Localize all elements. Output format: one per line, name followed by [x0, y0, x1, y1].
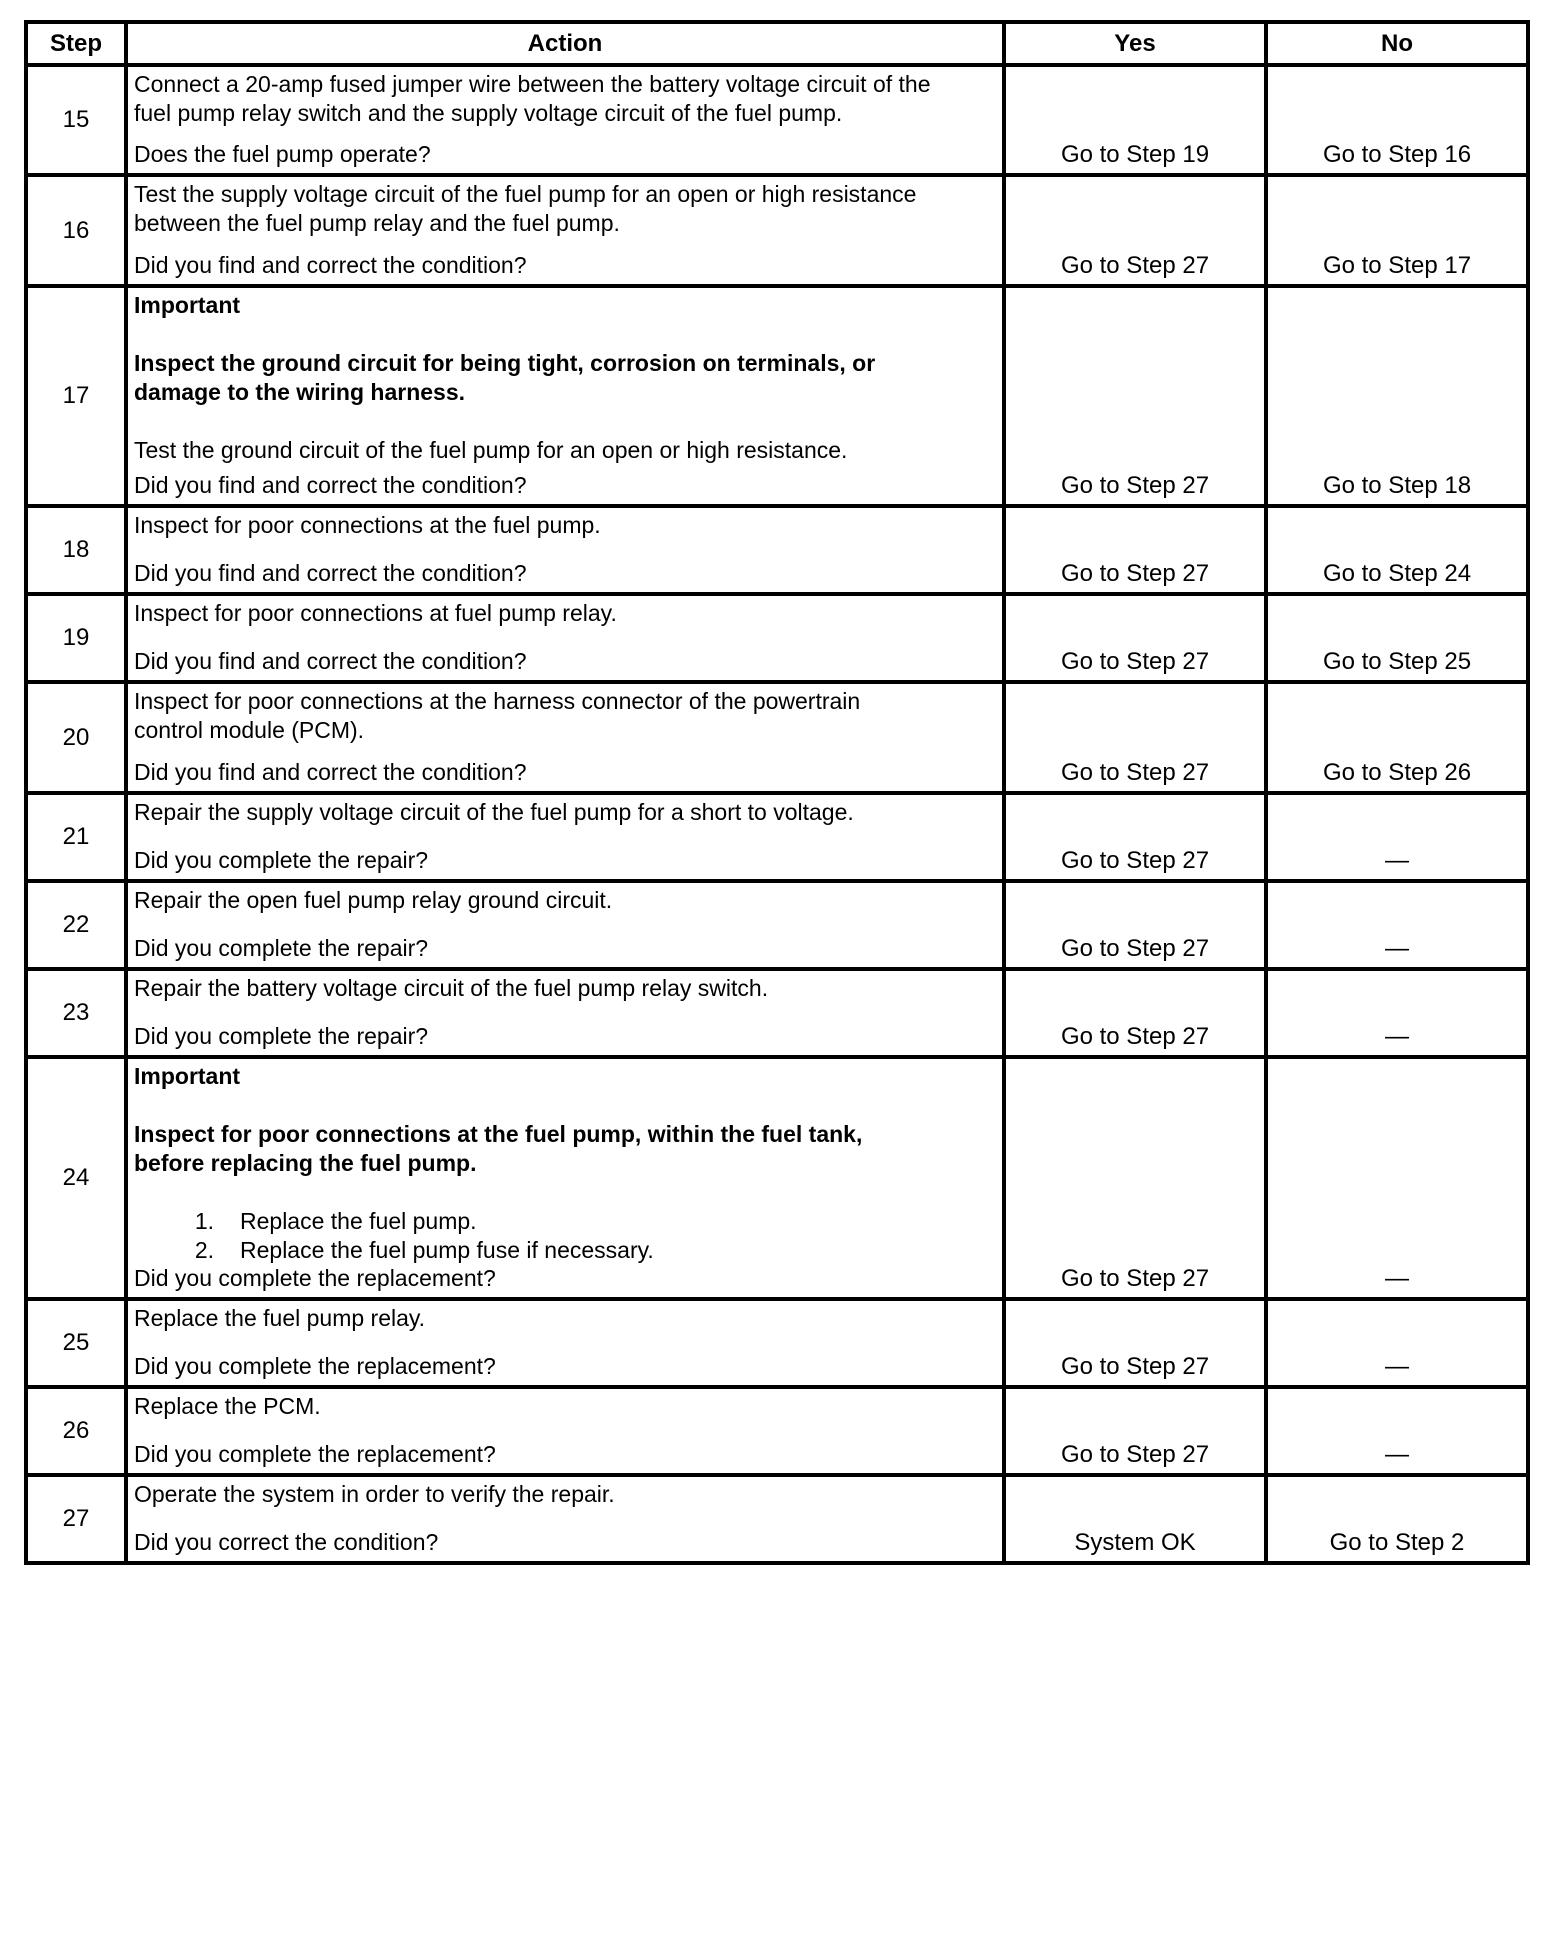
action-line: control module (PCM). [134, 717, 365, 743]
action-cell [126, 175, 1004, 286]
table-row [26, 65, 1528, 175]
no-cell [1266, 1475, 1528, 1563]
no-cell [1266, 1299, 1528, 1387]
yes-cell [1004, 969, 1266, 1057]
list-text: Replace the fuel pump fuse if necessary. [240, 1237, 654, 1263]
action-line: Repair the supply voltage circuit of the fuel pump for a short to voltage. [134, 799, 854, 825]
action-cell [126, 1299, 1004, 1387]
step-number: 23 [26, 969, 126, 1057]
important-text: Inspect for poor connections at the fuel pump, within the fuel tank, [134, 1121, 863, 1147]
table-row [26, 793, 1528, 881]
action-line: Connect a 20-amp fused jumper wire between the battery voltage circuit of the [134, 71, 931, 97]
no-answer: Go to Step 2 [1329, 1529, 1465, 1556]
table-row [26, 1299, 1528, 1387]
action-line: Inspect for poor connections at fuel pump relay. [134, 600, 617, 626]
action-cell [126, 881, 1004, 969]
yes-answer: Go to Step 27 [1060, 759, 1210, 786]
action-line: Replace the PCM. [134, 1393, 321, 1419]
yes-answer: Go to Step 19 [1060, 141, 1210, 168]
action-question: Did you complete the replacement? [134, 1353, 496, 1379]
step-number: 25 [26, 1299, 126, 1387]
no-answer: Go to Step 16 [1322, 141, 1472, 168]
action-line: Operate the system in order to verify the repair. [134, 1481, 615, 1507]
no-cell [1266, 594, 1528, 682]
yes-answer: Go to Step 27 [1060, 1441, 1210, 1468]
action-line: Repair the battery voltage circuit of the fuel pump relay switch. [134, 975, 769, 1001]
yes-cell [1004, 1299, 1266, 1387]
yes-cell [1004, 506, 1266, 594]
no-answer: — [1385, 1353, 1409, 1380]
table-row [26, 594, 1528, 682]
action-line: between the fuel pump relay and the fuel pump. [134, 210, 620, 236]
action-cell [126, 969, 1004, 1057]
action-cell [126, 793, 1004, 881]
yes-cell [1004, 286, 1266, 506]
action-question: Did you complete the repair? [134, 935, 429, 961]
action-cell [126, 1475, 1004, 1563]
no-cell [1266, 793, 1528, 881]
action-line: Test the ground circuit of the fuel pump for an open or high resistance. [134, 437, 848, 463]
no-answer: Go to Step 18 [1322, 472, 1472, 499]
no-cell [1266, 1057, 1528, 1299]
yes-cell [1004, 682, 1266, 793]
table-row [26, 506, 1528, 594]
list-item [134, 1207, 996, 1236]
action-question: Does the fuel pump operate? [134, 141, 431, 167]
action-question: Did you complete the repair? [134, 847, 429, 873]
important-text: Inspect the ground circuit for being tight, corrosion on terminals, or [134, 350, 876, 376]
action-line: Inspect for poor connections at the harness connector of the powertrain [134, 688, 861, 714]
important-text: damage to the wiring harness. [134, 379, 466, 405]
no-answer: Go to Step 25 [1322, 648, 1472, 675]
step-number: 19 [26, 594, 126, 682]
action-line: Test the supply voltage circuit of the fuel pump for an open or high resistance [134, 181, 917, 207]
yes-answer: Go to Step 27 [1060, 252, 1210, 279]
action-cell [126, 506, 1004, 594]
table-row [26, 1475, 1528, 1563]
important-label: Important [134, 292, 241, 318]
step-number: 24 [26, 1057, 126, 1299]
yes-answer: Go to Step 27 [1060, 935, 1210, 962]
table-row [26, 175, 1528, 286]
no-answer: — [1385, 1265, 1409, 1292]
no-answer: — [1385, 847, 1409, 874]
action-cell [126, 65, 1004, 175]
no-cell [1266, 1387, 1528, 1475]
diagnostic-table [24, 20, 1530, 1565]
header-row [26, 22, 1528, 65]
no-cell [1266, 65, 1528, 175]
step-number: 16 [26, 175, 126, 286]
action-question: Did you complete the repair? [134, 1023, 429, 1049]
action-question: Did you complete the replacement? [134, 1441, 496, 1467]
action-question: Did you complete the replacement? [134, 1265, 496, 1291]
table-row [26, 286, 1528, 506]
yes-answer: Go to Step 27 [1060, 1353, 1210, 1380]
list-item [134, 1236, 996, 1265]
yes-answer: Go to Step 27 [1060, 1023, 1210, 1050]
list-number: 1. [194, 1208, 214, 1234]
step-number: 21 [26, 793, 126, 881]
no-cell [1266, 506, 1528, 594]
step-number: 20 [26, 682, 126, 793]
action-question: Did you find and correct the condition? [134, 472, 527, 498]
table-row [26, 1057, 1528, 1299]
list-text: Replace the fuel pump. [240, 1208, 477, 1234]
action-cell [126, 1387, 1004, 1475]
yes-cell [1004, 175, 1266, 286]
no-answer: Go to Step 17 [1322, 252, 1472, 279]
step-number: 15 [26, 65, 126, 175]
yes-answer: Go to Step 27 [1060, 1265, 1210, 1292]
yes-answer: Go to Step 27 [1060, 847, 1210, 874]
action-question: Did you find and correct the condition? [134, 252, 527, 278]
table-row [26, 881, 1528, 969]
no-cell [1266, 969, 1528, 1057]
action-cell [126, 286, 1004, 506]
no-answer: — [1385, 1023, 1409, 1050]
step-number: 17 [26, 286, 126, 506]
header-no: No [1266, 22, 1528, 65]
table-row [26, 682, 1528, 793]
yes-answer: System OK [1074, 1529, 1196, 1556]
no-cell [1266, 682, 1528, 793]
no-answer: Go to Step 24 [1322, 560, 1472, 587]
step-number: 26 [26, 1387, 126, 1475]
no-answer: — [1385, 1441, 1409, 1468]
action-line: Replace the fuel pump relay. [134, 1305, 426, 1331]
action-question: Did you find and correct the condition? [134, 759, 527, 785]
action-line: Repair the open fuel pump relay ground circuit. [134, 887, 613, 913]
yes-cell [1004, 1387, 1266, 1475]
table-row [26, 1387, 1528, 1475]
yes-answer: Go to Step 27 [1060, 472, 1210, 499]
yes-answer: Go to Step 27 [1060, 648, 1210, 675]
header-yes: Yes [1004, 22, 1266, 65]
header-step: Step [26, 22, 126, 65]
step-number: 18 [26, 506, 126, 594]
no-cell [1266, 175, 1528, 286]
action-question: Did you find and correct the condition? [134, 648, 527, 674]
action-question: Did you find and correct the condition? [134, 560, 527, 586]
action-cell [126, 682, 1004, 793]
no-cell [1266, 881, 1528, 969]
important-text: before replacing the fuel pump. [134, 1150, 477, 1176]
action-question: Did you correct the condition? [134, 1529, 439, 1555]
no-cell [1266, 286, 1528, 506]
action-line: fuel pump relay switch and the supply voltage circuit of the fuel pump. [134, 100, 843, 126]
yes-cell [1004, 1475, 1266, 1563]
yes-cell [1004, 1057, 1266, 1299]
action-cell [126, 1057, 1004, 1299]
step-number: 22 [26, 881, 126, 969]
important-label: Important [134, 1063, 241, 1089]
yes-cell [1004, 793, 1266, 881]
yes-cell [1004, 881, 1266, 969]
action-cell [126, 594, 1004, 682]
action-line: Inspect for poor connections at the fuel pump. [134, 512, 601, 538]
yes-cell [1004, 65, 1266, 175]
yes-cell [1004, 594, 1266, 682]
list-number: 2. [194, 1237, 214, 1263]
yes-answer: Go to Step 27 [1060, 560, 1210, 587]
no-answer: Go to Step 26 [1322, 759, 1472, 786]
no-answer: — [1385, 935, 1409, 962]
step-number: 27 [26, 1475, 126, 1563]
header-action: Action [126, 22, 1004, 65]
table-row [26, 969, 1528, 1057]
